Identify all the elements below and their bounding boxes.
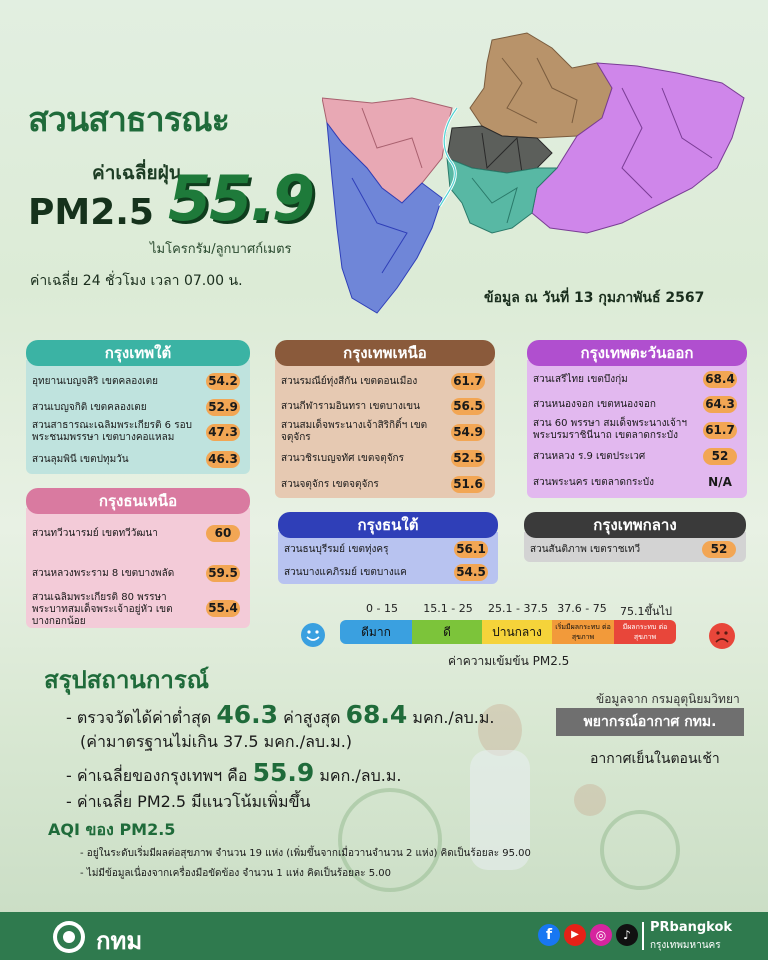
pm-badge: N/A xyxy=(708,475,732,489)
bma-logo-text: กทม xyxy=(96,927,143,955)
zone-row: สวนพระนคร เขตลาดกระบัง N/A xyxy=(533,474,741,492)
zone-card-south xyxy=(26,340,250,474)
zone-row: สวนเบญจกิติ เขตคลองเตย 52.9 xyxy=(32,399,244,417)
legend-range: 75.1ขึ้นไป xyxy=(619,605,673,618)
facebook-icon[interactable]: f xyxy=(538,924,560,946)
pm-badge: 59.5 xyxy=(206,565,240,582)
forecast-label: พยากรณ์อากาศ กทม. xyxy=(556,708,744,736)
summary-average: - ค่าเฉลี่ยของกรุงเทพฯ คือ 55.9 มคก./ลบ.ม. xyxy=(66,758,402,787)
zone-row: สวนรมณีย์ทุ่งสีกัน เขตดอนเมือง 61.7 xyxy=(281,373,489,391)
summary-trend: - ค่าเฉลี่ย PM2.5 มีแนวโน้มเพิ่มขึ้น xyxy=(66,792,311,811)
legend-range: 37.6 - 75 xyxy=(557,602,607,615)
zone-row: สวนเสรีไทย เขตบึงกุ่ม 68.4 xyxy=(533,371,741,389)
zone-row: อุทยานเบญจสิริ เขตคลองเตย 54.2 xyxy=(32,373,244,391)
pm-badge: 68.4 xyxy=(703,371,737,388)
forecast-source: ข้อมูลจาก กรมอุตุนิยมวิทยา xyxy=(596,692,740,706)
map-zone-north xyxy=(470,33,612,138)
legend-level: ดีมาก xyxy=(340,620,412,644)
zone-title-thon-south: กรุงธนใต้ xyxy=(278,512,498,538)
summary-title: สรุปสถานการณ์ xyxy=(44,666,209,694)
zone-title-thon-north: กรุงธนเหนือ xyxy=(26,488,250,514)
pm-badge: 46.3 xyxy=(206,451,240,468)
zone-title-east: กรุงเทพตะวันออก xyxy=(527,340,747,366)
legend-title: ค่าความเข้มข้น PM2.5 xyxy=(448,654,570,668)
data-date: ข้อมูล ณ วันที่ 13 กุมภาพันธ์ 2567 xyxy=(484,290,705,306)
zone-card-thon-north xyxy=(26,488,250,628)
pm-badge: 52.5 xyxy=(451,450,485,467)
zone-card-central xyxy=(524,512,746,562)
pm-badge: 54.2 xyxy=(206,373,240,390)
legend-level: ดี xyxy=(412,620,482,644)
avg-dust-label: ค่าเฉลี่ยฝุ่น xyxy=(92,162,182,184)
pm-badge: 61.7 xyxy=(703,422,737,439)
aqi-line: - อยู่ในระดับเริ่มมีผลต่อสุขภาพ จำนวน 19 แห่ง (เพิ่มขึ้นจากเมื่อวานจำนวน 2 แห่ง) คิดเป็นร้อยละ 95.00 xyxy=(80,848,531,859)
zone-row: สวน 60 พรรษา สมเด็จพระนางเจ้าฯ พระบรมราชินีนาถ เขตลาดกระบัง 61.7 xyxy=(533,418,741,444)
legend-range: 25.1 - 37.5 xyxy=(488,602,548,615)
youtube-icon[interactable]: ▶ xyxy=(564,924,586,946)
zone-title-central: กรุงเทพกลาง xyxy=(524,512,746,538)
pm-label: PM2.5 xyxy=(28,192,154,233)
zone-row: สวนบางแคภิรมย์ เขตบางแค 54.5 xyxy=(284,564,492,582)
zone-row: สวนลุมพินี เขตปทุมวัน 46.3 xyxy=(32,451,244,469)
zone-title-south: กรุงเทพใต้ xyxy=(26,340,250,366)
zone-row: สวนวชิรเบญจทัศ เขตจตุจักร 52.5 xyxy=(281,450,489,468)
zone-title-north: กรุงเทพเหนือ xyxy=(275,340,495,366)
bangkok-zone-map xyxy=(322,28,752,323)
zone-row: สวนสาธารณะเฉลิมพระเกียรติ 6 รอบ พระชนมพรรษา เขตบางคอแหลม 47.3 xyxy=(32,420,244,446)
pm-badge: 56.5 xyxy=(451,398,485,415)
pm-badge: 56.1 xyxy=(454,541,488,558)
summary-min-max: - ตรวจวัดได้ค่าต่ำสุด 46.3 ค่าสูงสุด 68.4 มคก./ลบ.ม. xyxy=(66,700,495,729)
forecast-text: อากาศเย็นในตอนเช้า xyxy=(590,751,720,767)
legend-range: 15.1 - 25 xyxy=(423,602,473,615)
pm-badge: 52.9 xyxy=(206,399,240,416)
bma-logo-icon xyxy=(52,920,86,954)
brand-sub: กรุงเทพมหานคร xyxy=(650,940,721,951)
pm-badge: 64.3 xyxy=(703,396,737,413)
sad-face-icon xyxy=(708,622,736,650)
pm-badge: 52 xyxy=(702,541,736,558)
page-title: สวนสาธารณะ xyxy=(28,100,229,140)
zone-row: สวนเฉลิมพระเกียรติ 80 พรรษา พระบาทสมเด็จพระเจ้าอยู่หัว เขตบางกอกน้อย 55.4 xyxy=(32,592,244,628)
zone-row: สวนหลวงพระราม 8 เขตบางพลัด 59.5 xyxy=(32,565,244,583)
legend-level: เริ่มมีผลกระทบ ต่อสุขภาพ xyxy=(552,620,614,644)
pm-badge: 51.6 xyxy=(451,476,485,493)
pm-badge: 54.5 xyxy=(454,564,488,581)
pm-badge: 61.7 xyxy=(451,373,485,390)
zone-card-thon-south xyxy=(278,512,498,584)
zone-row: สวนจตุจักร เขตจตุจักร 51.6 xyxy=(281,476,489,494)
summary-standard-note: (ค่ามาตรฐานไม่เกิน 37.5 มคก./ลบ.ม.) xyxy=(80,732,353,751)
zone-row: สวนสันติภาพ เขตราชเทวี 52 xyxy=(530,541,740,559)
zone-card-north xyxy=(275,340,495,498)
zone-row: สวนทวีวนารมย์ เขตทวีวัฒนา 60 xyxy=(32,525,244,543)
pm-badge: 60 xyxy=(206,525,240,542)
zone-row: สวนธนบุรีรมย์ เขตทุ่งครุ 56.1 xyxy=(284,541,492,559)
min-value: 46.3 xyxy=(216,700,279,729)
unit-label: ไมโครกรัม/ลูกบาศก์เมตร xyxy=(150,242,292,257)
avg-value: 55.9 xyxy=(252,758,315,787)
aqi-title: AQI ของ PM2.5 xyxy=(48,820,176,839)
zone-row: สวนกีฬารามอินทรา เขตบางเขน 56.5 xyxy=(281,398,489,416)
zone-row: สวนหนองจอก เขตหนองจอก 64.3 xyxy=(533,396,741,414)
zone-row: สวนสมเด็จพระนางเจ้าสิริกิติ์ฯ เขตจตุจักร 54.9 xyxy=(281,420,489,446)
pm-badge: 52 xyxy=(703,448,737,465)
zone-row: สวนหลวง ร.9 เขตประเวศ 52 xyxy=(533,448,741,466)
pm-average-value: 55.9 xyxy=(168,162,313,235)
max-value: 68.4 xyxy=(345,700,408,729)
footer-bar xyxy=(0,912,768,960)
pm-badge: 55.4 xyxy=(206,600,240,617)
brand-name: PRbangkok xyxy=(650,920,733,935)
brand-divider xyxy=(642,922,644,950)
legend-level: มีผลกระทบ ต่อสุขภาพ xyxy=(614,620,676,644)
legend-level: ปานกลาง xyxy=(482,620,552,644)
pm-badge: 47.3 xyxy=(206,424,240,441)
aqi-line: - ไม่มีข้อมูลเนื่องจากเครื่องมือขัดข้อง จำนวน 1 แห่ง คิดเป็นร้อยละ 5.00 xyxy=(80,868,391,879)
tiktok-icon[interactable]: ♪ xyxy=(616,924,638,946)
zone-card-east xyxy=(527,340,747,498)
period-label: ค่าเฉลี่ย 24 ชั่วโมง เวลา 07.00 น. xyxy=(30,273,243,289)
instagram-icon[interactable]: ◎ xyxy=(590,924,612,946)
smile-face-icon xyxy=(300,622,326,648)
legend-range: 0 - 15 xyxy=(366,602,398,615)
pm-badge: 54.9 xyxy=(451,424,485,441)
